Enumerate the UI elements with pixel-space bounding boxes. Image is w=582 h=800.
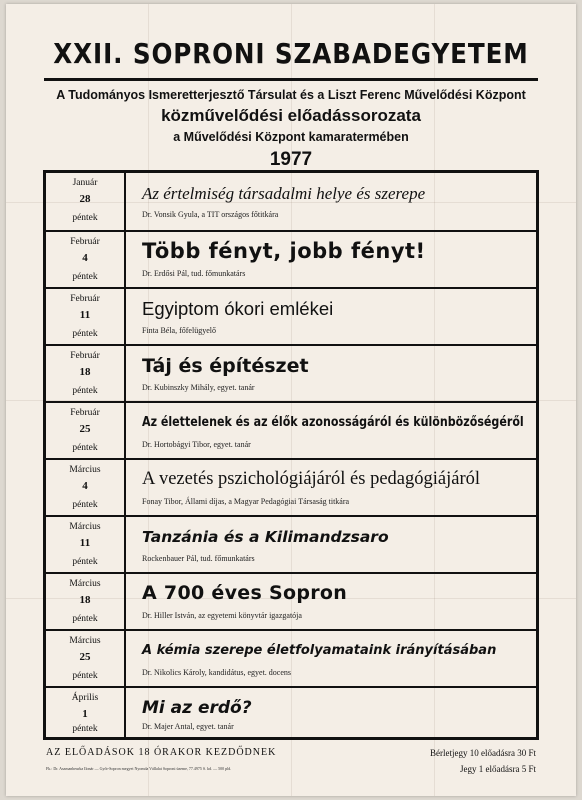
lecture-row [46, 629, 536, 686]
date-day: 11 [79, 537, 91, 549]
talk-cell [142, 517, 530, 572]
poster-title: XXII. SOPRONI SZABADEGYETEM [53, 37, 529, 70]
lecture-row [46, 230, 536, 287]
date-day: 18 [79, 594, 91, 606]
lecture-row [46, 401, 536, 458]
date-month: Február [70, 351, 100, 361]
date-day: 1 [82, 708, 88, 720]
lecture-row [46, 686, 536, 737]
date-weekday: péntek [72, 443, 98, 453]
talk-cell [142, 173, 530, 230]
lecture-speaker: Dr. Erdősi Pál, tud. főmunkatárs [142, 269, 246, 278]
date-weekday: péntek [72, 272, 98, 282]
talk-cell [142, 346, 530, 401]
start-time-notice: AZ ELŐADÁSOK 18 ÓRAKOR KEZDŐDNEK [46, 747, 277, 758]
talk-cell [142, 403, 530, 458]
lecture-title: Az élettelenek és az élők azonosságáról és különbözőségéről [142, 414, 524, 430]
lecture-row [46, 344, 536, 401]
lecture-title: A vezetés pszichológiájáról és pedagógiájáról [142, 469, 481, 489]
date-cell [46, 346, 126, 401]
lecture-title: A kémia szerepe életfolyamataink irányításában [142, 643, 497, 658]
date-cell [46, 403, 126, 458]
organizers: A Tudományos Ismeretterjesztő Társulat és a Liszt Ferenc Művelődési Központ [56, 88, 526, 102]
date-day: 18 [79, 366, 91, 378]
date-cell [46, 574, 126, 629]
date-month: Január [72, 178, 98, 188]
lecture-speaker: Dr. Majer Antal, egyet. tanár [142, 722, 234, 731]
date-month: Február [70, 237, 100, 247]
year: 1977 [269, 149, 313, 170]
date-cell [46, 173, 126, 230]
date-weekday: péntek [72, 213, 98, 223]
lecture-row [46, 287, 536, 344]
lecture-speaker: Finta Béla, főfelügyelő [142, 326, 216, 335]
title-rule [44, 78, 538, 81]
date-weekday: péntek [72, 329, 98, 339]
date-weekday: péntek [72, 724, 98, 734]
date-day: 4 [82, 480, 88, 492]
lecture-row [46, 572, 536, 629]
date-month: Február [70, 294, 100, 304]
lecture-speaker: Dr. Kubinszky Mihály, egyet. tanár [142, 383, 255, 392]
date-weekday: péntek [72, 614, 98, 624]
series-name: közművelődési előadássorozata [161, 106, 421, 125]
lecture-speaker: Rockenbauer Pál, tud. főmunkatárs [142, 554, 255, 563]
date-month: Április [71, 693, 99, 703]
date-cell [46, 460, 126, 515]
lecture-speaker: Dr. Vonsik Gyula, a TIT országos főtitkára [142, 210, 279, 219]
lecture-title: Egyiptom ókori emlékei [142, 298, 334, 319]
date-month: Március [69, 522, 101, 532]
venue: a Művelődési Központ kamaratermében [173, 130, 409, 144]
talk-cell [142, 688, 530, 737]
date-weekday: péntek [72, 500, 98, 510]
talk-cell [142, 289, 530, 344]
talk-cell [142, 574, 530, 629]
single-ticket-price: Jegy 1 előadásra 5 Ft [460, 764, 536, 774]
lecture-row [46, 173, 536, 230]
date-weekday: péntek [72, 671, 98, 681]
date-month: Március [69, 579, 101, 589]
date-weekday: péntek [72, 557, 98, 567]
lecture-title: A 700 éves Sopron [142, 582, 348, 604]
date-cell [46, 289, 126, 344]
date-day: 25 [79, 423, 91, 435]
date-month: Március [69, 465, 101, 475]
printer-imprint: Fk.: Dr. Aszmanbeurka Ilonár — Győr-Sopron megyei Nyomda Vállalat Soproni üzeme, 77.4975 S. kd. — 500 pld. [46, 766, 232, 771]
lecture-title: Tanzánia és a Kilimandzsaro [142, 528, 389, 546]
lecture-title: Több fényt, jobb fényt! [142, 239, 426, 263]
lecture-title: Mi az erdő? [142, 698, 252, 718]
lecture-row [46, 515, 536, 572]
lecture-table [43, 170, 539, 740]
date-cell [46, 688, 126, 737]
date-day: 25 [79, 651, 91, 663]
poster [6, 4, 576, 796]
date-month: Február [70, 408, 100, 418]
talk-cell [142, 232, 530, 287]
lecture-title: Az értelmiség társadalmi helye és szerepe [142, 184, 426, 203]
lecture-speaker: Fonay Tibor, Állami díjas, a Magyar Pedagógiai Társaság titkára [142, 497, 350, 506]
lecture-speaker: Dr. Nikolics Károly, kandidátus, egyet. docens [142, 668, 292, 677]
date-cell [46, 631, 126, 686]
date-month: Március [69, 636, 101, 646]
lecture-speaker: Dr. Hortobágyi Tibor, egyet. tanár [142, 440, 251, 449]
date-day: 11 [79, 309, 91, 321]
date-day: 28 [79, 193, 91, 205]
lecture-title: Táj és építészet [142, 355, 309, 377]
season-ticket-price: Bérletjegy 10 előadásra 30 Ft [430, 748, 536, 758]
date-cell [46, 517, 126, 572]
lecture-speaker: Dr. Hiller István, az egyetemi könyvtár igazgatója [142, 611, 302, 620]
date-cell [46, 232, 126, 287]
talk-cell [142, 631, 530, 686]
date-day: 4 [82, 252, 88, 264]
talk-cell [142, 460, 530, 515]
date-weekday: péntek [72, 386, 98, 396]
lecture-row [46, 458, 536, 515]
